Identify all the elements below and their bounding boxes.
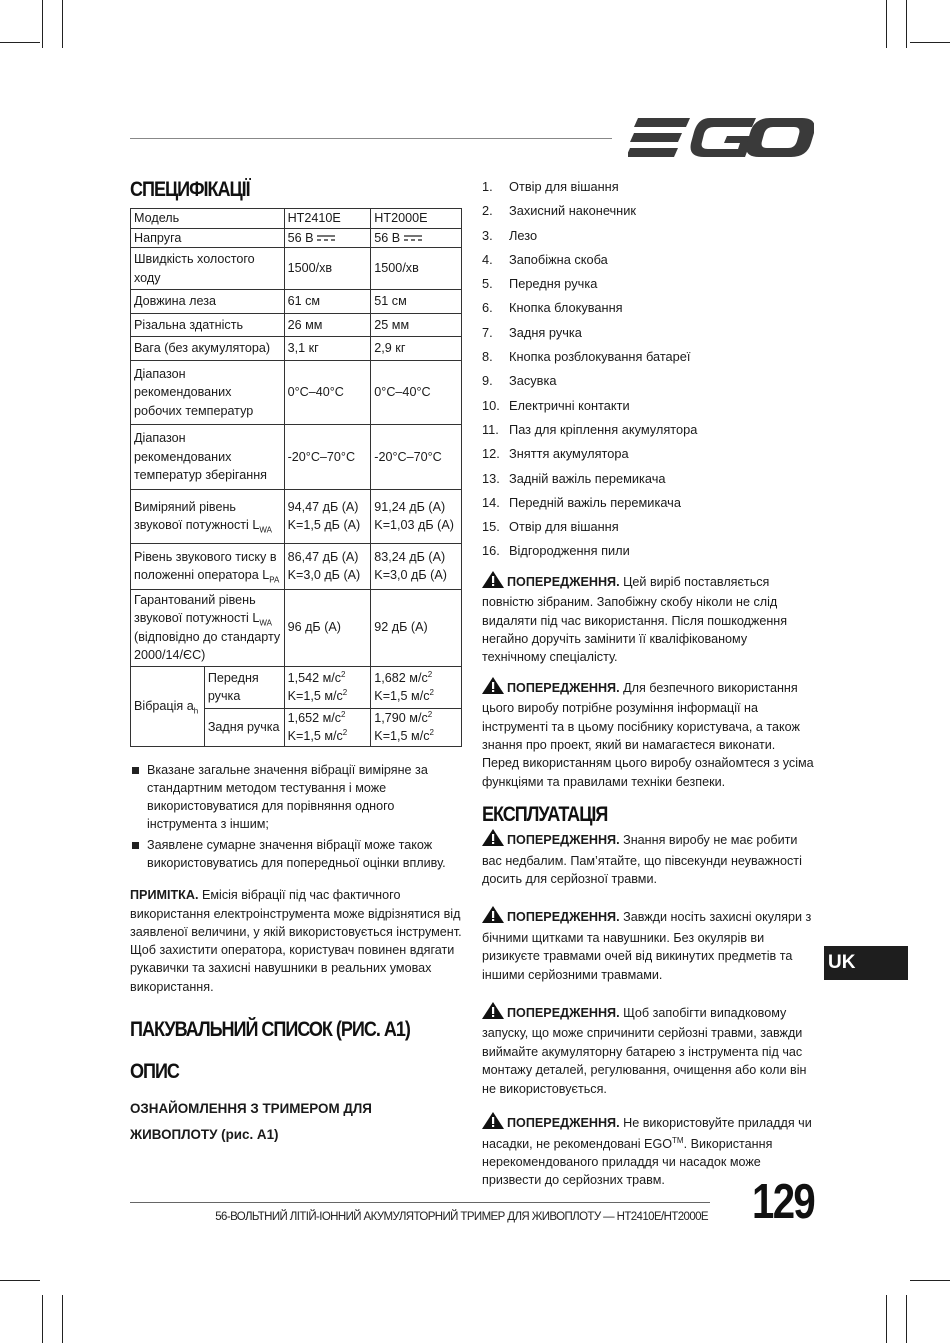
- right-column: [482, 178, 814, 1190]
- table-row: [131, 313, 462, 337]
- list-item-text: Передня ручка: [509, 276, 598, 292]
- warning-triangle-icon: [482, 571, 504, 593]
- table-cell: 96 дБ (A): [284, 589, 371, 666]
- value-line: [288, 709, 368, 728]
- left-column: [130, 178, 465, 1148]
- note-paragraph: [130, 886, 465, 996]
- list-item: [482, 518, 814, 542]
- value-line: 86,47 дБ (A): [287, 549, 359, 564]
- table-cell: -20°C–70°C: [371, 425, 462, 490]
- table-row: [131, 290, 462, 314]
- warning-text: Для безпечного використання цього виробу потрібне розуміння інформації на інструменті та в цьому посібнику користувача, а також знання про проект, який ви намагаєтеся виконати. Перед використанням цього виробу ознайомтеся з усіма функціями та правилами техніки безпеки.: [482, 680, 814, 789]
- value-text: K=1,5 м/с: [287, 689, 343, 703]
- sound-power-label: Виміряний рівень звукової потужності L: [134, 499, 260, 532]
- superscript: 2: [427, 709, 433, 719]
- table-row: [131, 209, 462, 229]
- table-cell: 2,9 кг: [371, 337, 462, 361]
- crop-mark: [906, 0, 907, 48]
- list-item-text: Отвір для вішання: [509, 179, 619, 194]
- crop-mark: [886, 0, 887, 48]
- operation-title: ЕКСПЛУАТАЦІЯ: [482, 803, 608, 827]
- warning-triangle-icon: [482, 1112, 504, 1134]
- value-line: [374, 687, 458, 706]
- language-tab: UK: [824, 946, 908, 980]
- table-cell: 0°C–40°C: [371, 360, 462, 425]
- packing-title: ПАКУВАЛЬНИЙ СПИСОК (РИС. A1): [130, 1018, 410, 1042]
- table-cell: [371, 489, 462, 543]
- list-item-number: 1.: [482, 179, 493, 194]
- table-cell: [371, 666, 462, 708]
- warning-text: Цей виріб поставляється повністю зібраним. Запобіжну скобу ніколи не слід видаляти під час використання. Після пошкодження негайно доручіть замінити її кваліфікованому технічному спеціалісту.: [482, 574, 788, 665]
- warning-text: Завжди носіть захисні окуляри з бічними щитками та навушники. Без окулярів ви ризикуєте травмами очей від викинутих предметів та іншими серйозними травмами.: [482, 910, 812, 982]
- warning-label: ПОПЕРЕДЖЕННЯ.: [507, 910, 620, 925]
- table-cell: Модель: [131, 209, 285, 229]
- voltage-value: 56 В: [287, 230, 314, 245]
- footer-rule: [130, 1202, 710, 1203]
- subscript: WA: [259, 525, 272, 535]
- dc-symbol-icon: [404, 234, 422, 242]
- crop-mark: [0, 1280, 40, 1281]
- value-line: [288, 669, 368, 688]
- table-cell: [131, 589, 285, 666]
- trademark-sup: TM: [672, 1135, 684, 1145]
- list-item: [482, 324, 814, 348]
- list-item-number: 5.: [482, 276, 493, 292]
- warning-triangle-icon: [482, 677, 504, 699]
- list-item-text: Кнопка блокування: [509, 300, 623, 316]
- list-item-number: 10.: [482, 397, 500, 413]
- list-item: [482, 178, 814, 202]
- list-item-text: Передній важіль перемикача: [509, 494, 681, 510]
- crop-mark: [910, 42, 950, 43]
- table-cell: HT2000E: [371, 209, 462, 229]
- warning-label: ПОПЕРЕДЖЕННЯ.: [507, 574, 620, 589]
- value-line: 83,24 дБ (A): [374, 549, 446, 564]
- list-item-text: Захисний наконечник: [509, 203, 636, 219]
- warning-triangle-icon: [482, 906, 504, 928]
- table-cell: 1500/хв: [284, 248, 371, 290]
- table-cell: [284, 543, 371, 589]
- table-cell: [371, 228, 462, 248]
- value-line: K=1,5 дБ (A): [287, 518, 361, 532]
- table-cell: Передня ручка: [204, 666, 284, 708]
- header-rule: [130, 138, 612, 139]
- subscript: WA: [259, 618, 272, 628]
- crop-mark: [0, 42, 40, 43]
- value-text: 1,682 м/с: [374, 670, 428, 685]
- value-line: K=3,0 дБ (A): [287, 568, 361, 582]
- warning-text: . Використання нерекомендованого приладдя чи насадок може призвести до серйозних травм.: [482, 1136, 773, 1188]
- table-cell: 3,1 кг: [284, 337, 371, 361]
- warning-paragraph: [482, 677, 814, 791]
- list-item: [482, 470, 814, 494]
- square-bullet-icon: [132, 842, 139, 849]
- title-line: ОЗНАЙОМЛЕННЯ З ТРИМЕРОМ ДЛЯ: [130, 1101, 372, 1117]
- list-item: [482, 227, 814, 251]
- know-your-trimmer-title: [130, 1096, 465, 1148]
- table-cell: [131, 666, 205, 746]
- list-item: [482, 445, 814, 469]
- value-text: 1,542 м/с: [287, 670, 342, 685]
- table-cell: Діапазон рекомендованих температур зберігання: [131, 425, 285, 490]
- table-cell: [284, 489, 371, 543]
- list-item-number: 16.: [482, 543, 500, 559]
- guaranteed-label: Гарантований рівень звукової потужності L: [134, 592, 260, 625]
- warning-label: ПОПЕРЕДЖЕННЯ.: [507, 1006, 620, 1021]
- description-title: ОПИС: [130, 1060, 179, 1084]
- superscript: 2: [427, 669, 433, 679]
- list-item-text: Запобіжна скоба: [509, 251, 608, 267]
- list-item: [482, 348, 814, 372]
- superscript: 2: [429, 687, 434, 697]
- list-item: [482, 299, 814, 323]
- table-cell: Вага (без акумулятора): [131, 337, 285, 361]
- table-cell: Довжина леза: [131, 290, 285, 314]
- crop-mark: [42, 0, 43, 48]
- crop-mark: [62, 0, 63, 48]
- table-cell: Різальна здатність: [131, 313, 285, 337]
- list-item-text: Вказане загальне значення вібрації виміряне за стандартним методом тестування і може використовуватися для порівняння одного інструмента з іншим;: [147, 762, 428, 832]
- list-item-number: 14.: [482, 494, 500, 510]
- table-row: [131, 589, 462, 666]
- voltage-value: 56 В: [374, 230, 401, 245]
- table-cell: 25 мм: [371, 313, 462, 337]
- warning-text: Знання виробу не має робити вас недбалим. Пам’ятайте, що півсекунди неуважності досить для серйозної травми.: [482, 833, 802, 887]
- list-item-number: 12.: [482, 446, 500, 462]
- table-cell: 61 см: [284, 290, 371, 314]
- table-row: [131, 425, 462, 490]
- crop-mark: [42, 1295, 43, 1343]
- warning-text: Щоб запобігти випадковому запуску, що може спричинити серйозні травми, завжди виймайте акумуляторну батарею з інструмента під час монтажу деталей, регулювання, очищення або коли він не використовується.: [482, 1006, 807, 1096]
- list-item-text: Засувка: [509, 373, 557, 389]
- list-item: [482, 275, 814, 299]
- table-cell: -20°C–70°C: [284, 425, 371, 490]
- value-line: 94,47 дБ (A): [287, 499, 359, 514]
- value-line: [374, 727, 458, 746]
- table-cell: Напруга: [131, 228, 285, 248]
- table-cell: Діапазон рекомендованих робочих температур: [131, 360, 285, 425]
- list-item: [482, 202, 814, 226]
- table-row: [131, 337, 462, 361]
- list-item: [130, 761, 465, 834]
- list-item-number: 7.: [482, 324, 493, 340]
- table-cell: 51 см: [371, 290, 462, 314]
- vibration-notes: [130, 761, 465, 873]
- table-cell: [371, 543, 462, 589]
- list-item-number: 8.: [482, 349, 493, 365]
- value-line: K=3,0 дБ (A): [374, 568, 447, 582]
- spec-table: [130, 208, 462, 747]
- list-item-number: 9.: [482, 373, 493, 389]
- list-item: [130, 836, 465, 873]
- table-cell: HT2410E: [284, 209, 371, 229]
- table-cell: [131, 543, 285, 589]
- value-text: K=1,5 м/с: [287, 729, 343, 743]
- list-item: [482, 421, 814, 445]
- value-text: 1,790 м/с: [374, 710, 428, 725]
- table-row: [131, 248, 462, 290]
- list-item-text: Відгородження пили: [509, 543, 630, 559]
- list-item-text: Електричні контакти: [509, 397, 630, 413]
- table-row: [131, 360, 462, 425]
- list-item: [482, 372, 814, 396]
- crop-mark: [886, 1295, 887, 1343]
- table-cell: [284, 666, 371, 708]
- list-item-text: Задній важіль перемикача: [509, 470, 666, 486]
- list-item-number: 15.: [482, 519, 500, 535]
- crop-mark: [906, 1295, 907, 1343]
- table-cell: Задня ручка: [204, 708, 284, 746]
- table-cell: 1500/хв: [371, 248, 462, 290]
- dc-symbol-icon: [317, 234, 335, 242]
- list-item-number: 11.: [482, 421, 499, 437]
- table-row: [131, 543, 462, 589]
- title-line: ЖИВОПЛОТУ (рис. A1): [130, 1127, 279, 1143]
- list-item-number: 6.: [482, 300, 493, 316]
- superscript: 2: [341, 709, 346, 719]
- value-line: K=1,03 дБ (A): [374, 518, 454, 532]
- crop-mark: [62, 1295, 63, 1343]
- note-text: Емісія вібрації під час фактичного використання електроінструмента може відрізнятися від заявленої величини, у якій використовується інструмент. Щоб захистити оператора, користувач повинен вдягати рукавички та захисні навушники в реальних умовах використання.: [130, 888, 462, 994]
- table-cell: [371, 708, 462, 746]
- list-item-number: 3.: [482, 227, 493, 243]
- note-label: ПРИМІТКА.: [130, 888, 199, 903]
- list-item-text: Зняття акумулятора: [509, 446, 629, 462]
- warning-triangle-icon: [482, 1002, 504, 1024]
- value-line: 91,24 дБ (A): [374, 499, 446, 514]
- list-item-text: Лезо: [509, 227, 538, 243]
- list-item-number: 13.: [482, 470, 500, 486]
- warning-triangle-icon: [482, 829, 504, 851]
- footer-text: 56-ВОЛЬТНИЙ ЛІТІЙ-ІОННИЙ АКУМУЛЯТОРНИЙ ТРИМЕР ДЛЯ ЖИВОПЛОТУ — HT2410E/HT2000E: [215, 1211, 708, 1223]
- table-cell: 26 мм: [284, 313, 371, 337]
- sound-pressure-label: Рівень звукового тиску в положенні оператора L: [134, 549, 277, 582]
- table-cell: 92 дБ (A): [371, 589, 462, 666]
- list-item: [482, 542, 814, 566]
- value-line: [288, 727, 368, 746]
- list-item-text: Заявлене сумарне значення вібрації може також використовуватись для попередньої оцінки впливу.: [147, 837, 446, 870]
- table-cell: 0°C–40°C: [284, 360, 371, 425]
- value-line: [374, 709, 458, 728]
- superscript: 2: [341, 669, 346, 679]
- warning-paragraph: [482, 571, 814, 667]
- table-cell: [284, 228, 371, 248]
- warning-label: ПОПЕРЕДЖЕННЯ.: [507, 680, 620, 695]
- warning-paragraph: [482, 1002, 814, 1098]
- value-text: K=1,5 м/с: [374, 729, 430, 743]
- table-cell: [131, 489, 285, 543]
- list-item-text: Задня ручка: [509, 324, 582, 340]
- page-number: 129: [752, 1175, 815, 1229]
- superscript: 2: [342, 727, 348, 737]
- superscript: 2: [342, 687, 348, 697]
- subscript: h: [193, 706, 199, 716]
- value-text: 1,652 м/с: [287, 710, 342, 725]
- superscript: 2: [429, 727, 434, 737]
- list-item-text: Паз для кріплення акумулятора: [509, 421, 698, 437]
- list-item: [482, 251, 814, 275]
- table-cell: Швидкість холостого ходу: [131, 248, 285, 290]
- list-item: [482, 494, 814, 518]
- list-item-number: 2.: [482, 203, 493, 219]
- warning-paragraph: [482, 906, 814, 984]
- warning-paragraph: [482, 829, 814, 888]
- vibration-label: Вібрація a: [134, 698, 194, 713]
- warning-text: Не використовуйте приладдя чи насадки, не рекомендовані EGO: [482, 1116, 812, 1151]
- table-row: [131, 489, 462, 543]
- table-row: [131, 666, 462, 708]
- ego-logo: [628, 116, 814, 160]
- guaranteed-label-standard: (відповідно до стандарту 2000/14/ЄС): [134, 629, 281, 662]
- crop-mark: [910, 1280, 950, 1281]
- list-item-text: Кнопка розблокування батареї: [509, 349, 691, 365]
- list-item: [482, 397, 814, 421]
- warning-label: ПОПЕРЕДЖЕННЯ.: [507, 833, 620, 848]
- parts-list: [482, 178, 814, 567]
- subscript: PA: [269, 575, 280, 585]
- table-cell: [284, 708, 371, 746]
- spec-title: СПЕЦИФІКАЦІЇ: [130, 178, 250, 201]
- value-line: [374, 669, 458, 688]
- list-item-text: Отвір для вішання: [509, 519, 619, 535]
- value-line: [288, 687, 368, 706]
- list-item-number: 4.: [482, 251, 493, 267]
- square-bullet-icon: [132, 767, 139, 774]
- warning-label: ПОПЕРЕДЖЕННЯ.: [507, 1116, 620, 1131]
- table-row: [131, 228, 462, 248]
- value-text: K=1,5 м/с: [374, 689, 430, 703]
